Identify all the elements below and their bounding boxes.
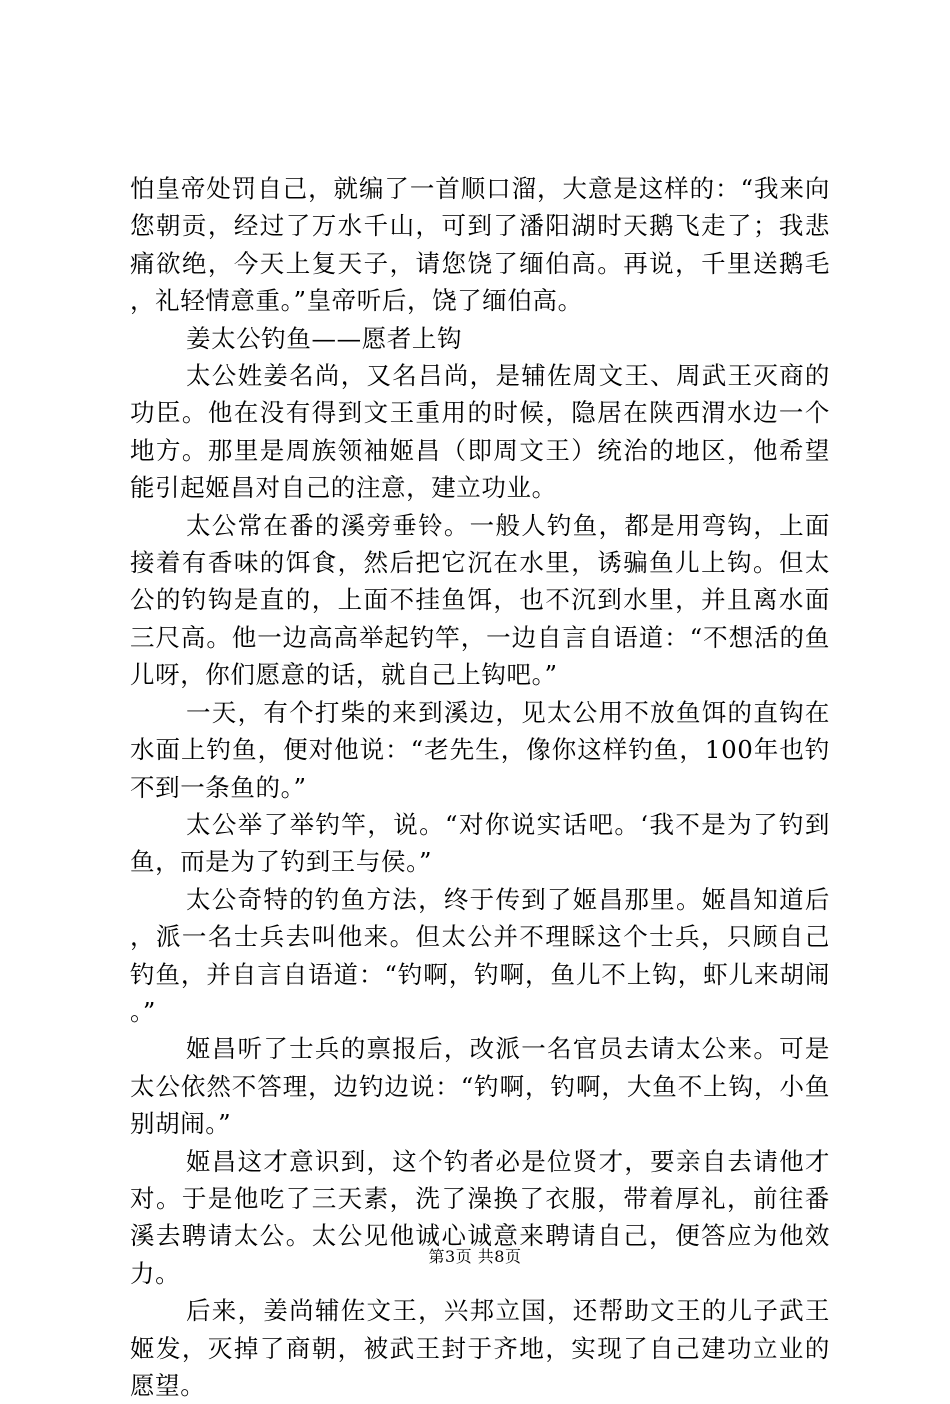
- paragraph: 姬昌这才意识到，这个钓者必是位贤才，要亲自去请他才对。于是他吃了三天素，洗了澡换了衣服，带着厚礼，前往番溪去聘请太公。太公见他诚心诚意来聘请自己，便答应为他效力。: [130, 1146, 830, 1288]
- paragraph: 太公奇特的钓鱼方法，终于传到了姬昌那里。姬昌知道后，派一名士兵去叫他来。但太公并不理睬这个士兵，只顾自己钓鱼，并自言自语道：“钓啊，钓啊，鱼儿不上钩，虾儿来胡闹。”: [130, 884, 830, 1026]
- paragraph: 姬昌听了士兵的禀报后，改派一名官员去请太公来。可是太公依然不答理，边钓边说：“钓啊，钓啊，大鱼不上钩，小鱼别胡闹。”: [130, 1034, 830, 1139]
- page-footer: 第3页 共8页: [428, 1247, 522, 1266]
- section-heading: 姜太公钓鱼——愿者上钩: [186, 323, 463, 353]
- paragraph: 太公姓姜名尚，又名吕尚，是辅佐周文王、周武王灭商的功臣。他在没有得到文王重用的时候，隐居在陕西渭水边一个地方。那里是周族领袖姬昌（即周文王）统治的地区，他希望能引起姬昌对自己的注意，建立功业。: [130, 361, 830, 503]
- body-text: [130, 170, 830, 1404]
- paragraph: 后来，姜尚辅佐文王，兴邦立国，还帮助文王的儿子武王姬发，灭掉了商朝，被武王封于齐地，实现了自己建功立业的愿望。: [130, 1296, 830, 1400]
- paragraph: 一天，有个打柴的来到溪边，见太公用不放鱼饵的直钩在水面上钓鱼，便对他说：“老先生，像你这样钓鱼，100年也钓不到一条鱼的。”: [130, 697, 830, 802]
- paragraph: 怕皇帝处罚自己，就编了一首顺口溜，大意是这样的：“我来向您朝贡，经过了万水千山，可到了潘阳湖时天鹅飞走了；我悲痛欲绝，今天上复天子，请您饶了缅伯高。再说，千里送鹅毛，礼轻情意重。”皇帝听后，饶了缅伯高。: [130, 174, 830, 316]
- paragraph: 太公常在番的溪旁垂铃。一般人钓鱼，都是用弯钩，上面接着有香味的饵食，然后把它沉在水里，诱骗鱼儿上钩。但太公的钓钩是直的，上面不挂鱼饵，也不沉到水里，并且离水面三尺高。他一边高高举起钓竿，一边自言自语道：“不想活的鱼儿呀，你们愿意的话，就自己上钩吧。”: [130, 510, 830, 690]
- paragraph: 太公举了举钓竿，说。“对你说实话吧。‘我不是为了钓到鱼，而是为了钓到王与侯。”: [130, 809, 830, 877]
